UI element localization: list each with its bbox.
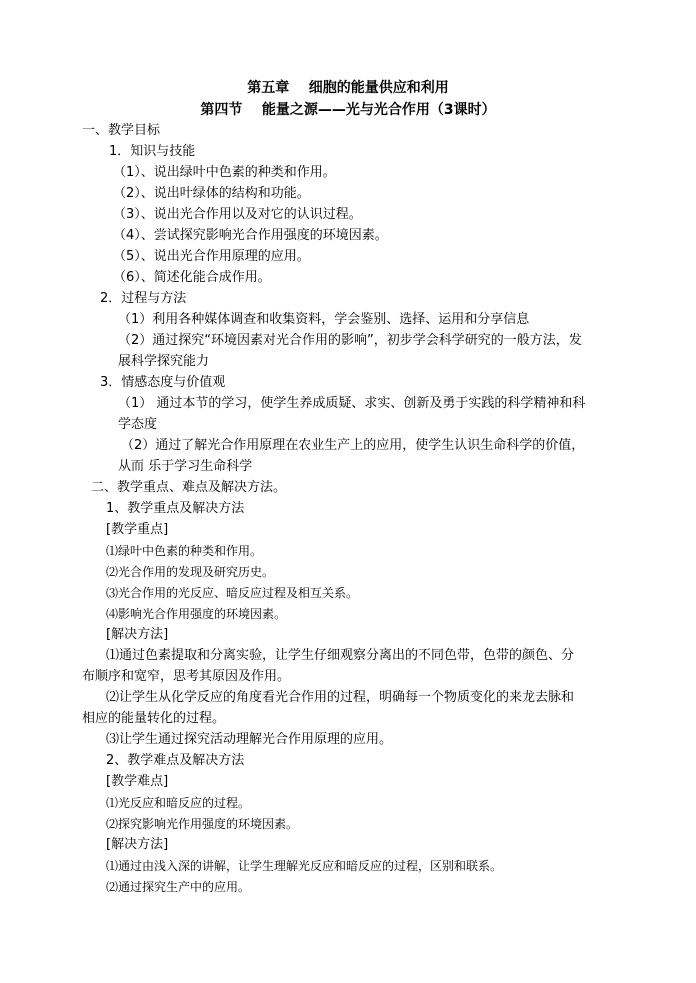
- bracket-label-solution: [解决方法]: [106, 837, 169, 852]
- subheading-process-methods: 2．过程与方法: [100, 291, 187, 306]
- goal-item: （5）、说出光合作用原理的应用。: [113, 249, 310, 264]
- process-item-continuation: 展科学探究能力: [118, 354, 210, 369]
- heading-key-points: 二、教学重点、难点及解决方法。: [91, 480, 287, 495]
- attitude-item: （1） 通过本节的学习，使学生养成质疑、求实、创新及勇于实践的科学精神和科: [118, 396, 586, 411]
- key-point-item: ⑵光合作用的发现及研究历史。: [106, 565, 275, 579]
- difficult-point-item: ⑵探究影响光作用强度的环境因素。: [106, 817, 299, 831]
- subheading-attitude-values: 3．情感态度与价值观: [100, 375, 226, 390]
- attitude-item-continuation: 学态度: [118, 417, 158, 432]
- subheading-key-points: 1、教学重点及解决方法: [106, 501, 245, 516]
- bracket-label-difficult-points: [教学难点]: [106, 774, 169, 789]
- key-point-item: ⑴绿叶中色素的种类和作用。: [106, 544, 263, 558]
- bracket-label-solution: [解决方法]: [106, 627, 169, 642]
- process-item: （2）通过探究“环境因素对光合作用的影响”，初步学会科学研究的一般方法，发: [118, 333, 582, 348]
- difficult-point-item: ⑴光反应和暗反应的过程。: [106, 796, 251, 810]
- goal-item: （1）、说出绿叶中色素的种类和作用。: [113, 165, 336, 180]
- key-point-item: ⑶光合作用的光反应、暗反应过程及相互关系。: [106, 586, 359, 600]
- solution-item-continuation: 相应的能量转化的过程。: [82, 711, 226, 726]
- key-point-item: ⑷影响光合作用强度的环境因素。: [106, 607, 287, 621]
- heading-teaching-goals: 一、教学目标: [82, 123, 161, 138]
- chapter-title: 第五章 细胞的能量供应和利用: [247, 80, 449, 96]
- solution-item: ⑶让学生通过探究活动理解光合作用原理的应用。: [106, 732, 393, 747]
- solution-item: ⑴通过色素提取和分离实验，让学生仔细观察分离出的不同色带，色带的颜色、分: [106, 648, 575, 663]
- process-item: （1）利用各种媒体调查和收集资料，学会鉴别、选择、运用和分享信息: [118, 312, 530, 327]
- goal-item: （2）、说出叶绿体的结构和功能。: [113, 186, 310, 201]
- solution-item: ⑵让学生从化学反应的角度看光合作用的过程，明确每一个物质变化的来龙去脉和: [106, 690, 575, 705]
- section-title: 第四节 能量之源——光与光合作用（3课时）: [200, 102, 496, 118]
- subheading-knowledge-skills: 1．知识与技能: [109, 144, 196, 159]
- subheading-difficult-points: 2、教学难点及解决方法: [106, 753, 245, 768]
- goal-item: （6）、简述化能合成作用。: [113, 270, 271, 285]
- attitude-item-continuation: 从而 乐于学习生命科学: [118, 459, 253, 474]
- solution-item: ⑴通过由浅入深的讲解，让学生理解光反应和暗反应的过程，区别和联系。: [106, 859, 503, 873]
- goal-item: （3）、说出光合作用以及对它的认识过程。: [113, 207, 362, 222]
- attitude-item: （2）通过了解光合作用原理在农业生产上的应用，使学生认识生命科学的价值，: [121, 438, 585, 453]
- solution-item-continuation: 布顺序和宽窄，思考其原因及作用。: [82, 669, 291, 684]
- bracket-label-key-points: [教学重点]: [106, 522, 169, 537]
- solution-item: ⑵通过探究生产中的应用。: [106, 880, 251, 894]
- goal-item: （4）、尝试探究影响光合作用强度的环境因素。: [113, 228, 388, 243]
